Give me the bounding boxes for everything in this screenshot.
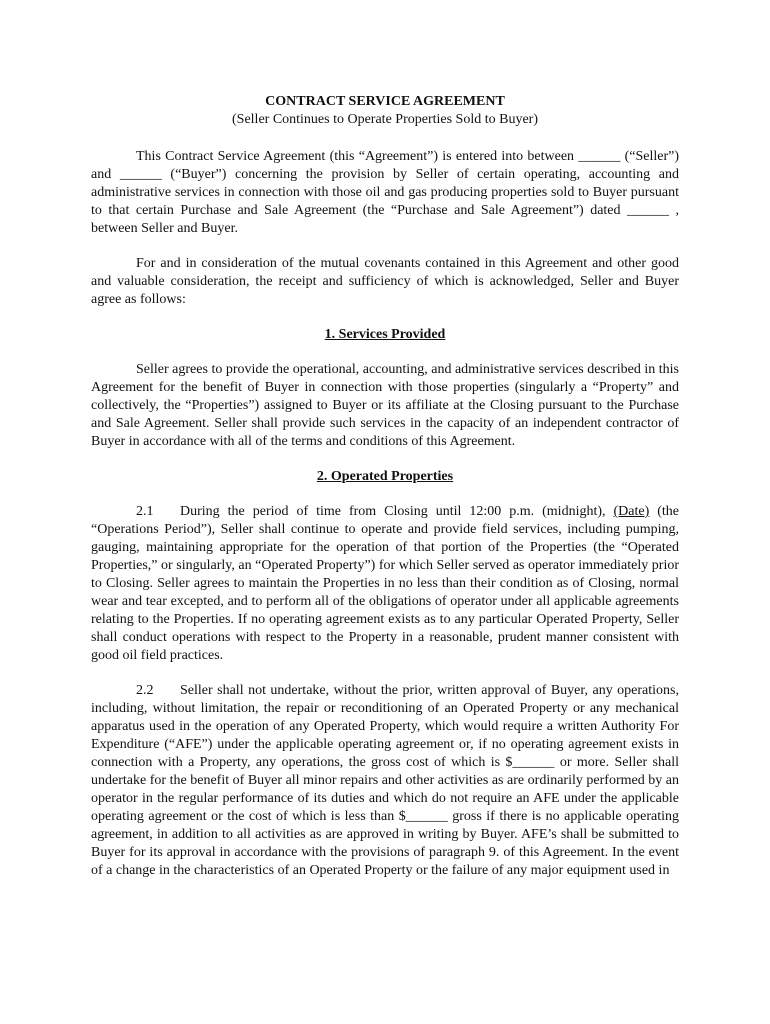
paragraph-2-1 [91, 503, 679, 665]
document-body [91, 93, 679, 897]
document-title: CONTRACT SERVICE AGREEMENT [265, 94, 505, 109]
paragraph-2-1-number: 2.1 [136, 504, 154, 519]
paragraph-2-2 [91, 682, 679, 880]
paragraph-2-2-number: 2.2 [136, 683, 154, 698]
section-1-paragraph: Seller agrees to provide the operational, accounting, and administrative services described in this Agreement for the benefit of Buyer in connection with those properties (singularly a “Property” and collectively, the “Properties”) assigned to Buyer or its affiliate at the Closing pursuant to the Purchase and Sale Agreement. Seller shall provide such services in the capacity of an independent contractor of Buyer in accordance with all of the terms and conditions of this Agreement. [91, 362, 679, 449]
paragraph-2-1-text-start: During the period of time from Closing until 12:00 p.m. (midnight), [180, 504, 614, 519]
paragraph-2-1-text-end: (the “Operations Period”), Seller shall continue to operate and provide field services, including pumping, gauging, maintaining appropriate for the operation of that portion of the Properties (the “Operated Properties,” or singularly, an “Operated Property”) for which Seller served as operator immediately prior to Closing. Seller agrees to maintain the Properties in no less than their condition as of Closing, normal wear and tear excepted, and to perform all of the obligations of operator under all applicable agreements relating to the Properties. If no operating agreement exists as to any particular Operated Property, Seller shall conduct operations with respect to the Property in a reasonable, prudent manner consistent with good oil field practices. [91, 504, 680, 663]
section-1-heading: 1. Services Provided [324, 327, 446, 342]
date-placeholder: (Date) [613, 504, 650, 519]
document-subtitle: (Seller Continues to Operate Properties Sold to Buyer) [232, 112, 538, 127]
section-2-heading: 2. Operated Properties [316, 469, 454, 484]
consideration-paragraph: For and in consideration of the mutual covenants contained in this Agreement and other good and valuable consideration, the receipt and sufficiency of which is acknowledged, Seller and Buyer agree as follows: [91, 256, 679, 307]
paragraph-2-2-text: Seller shall not undertake, without the prior, written approval of Buyer, any operations, including, without limitation, the repair or reconditioning of an Operated Property or any mechanical apparatus used in the operation of any Operated Property, which would require a written Authority For Expenditure (“AFE”) under the applicable operating agreement or, if no operating agreement exists in connection with a Property, any operations, the gross cost of which is $______ or more. Seller shall undertake for the benefit of Buyer all minor repairs and other activities as are ordinarily performed by an operator in the regular performance of its duties and which do not require an AFE under the applicable operating agreement or the cost of which is less than $______ gross if there is no applicable operating agreement, in addition to all activities as are approved in writing by Buyer. AFE’s shall be submitted to Buyer for its approval in accordance with the provisions of paragraph 9. of this Agreement. In the event of a change in the characteristics of an Operated Property or the failure of any major equipment used in [91, 683, 679, 878]
intro-paragraph: This Contract Service Agreement (this “Agreement”) is entered into between ______ (“Seller”) and ______ (“Buyer”) concerning the provision by Seller of certain operating, accounting and administrative services in connection with those oil and gas producing properties sold to Buyer pursuant to that certain Purchase and Sale Agreement (the “Purchase and Sale Agreement”) dated ______ , between Seller and Buyer. [91, 149, 679, 236]
